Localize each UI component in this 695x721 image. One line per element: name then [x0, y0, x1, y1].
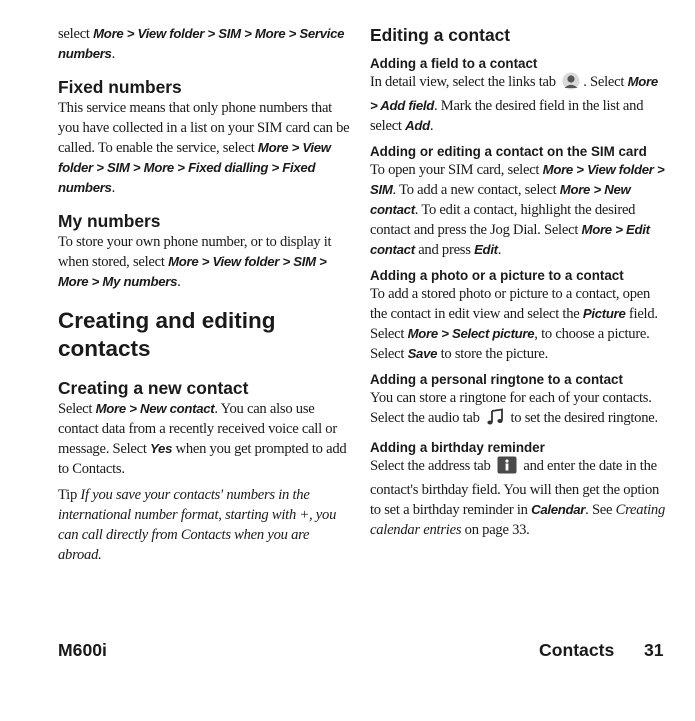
- birthday-text: Select the address tab and enter the date in the contact's birthday field. You will then get the option to set a birthday reminder in Calendar. See Creating calendar entries on page 33.: [370, 458, 666, 538]
- my-numbers-text: To store your own phone number, or to display it when stored, select More > View folder > SIM > More > My numbers.: [58, 234, 332, 290]
- right-column: [370, 24, 666, 540]
- music-note-icon: [486, 408, 504, 432]
- ringtone-text: You can store a ringtone for each of your contacts. Select the audio tab to set the desired ringtone.: [370, 388, 666, 432]
- my-numbers-heading: My numbers: [58, 211, 161, 231]
- editing-contact-heading: Editing a contact: [370, 25, 511, 45]
- section-title: Creating and editing contacts: [58, 308, 276, 361]
- tip-label: Tip: [58, 487, 78, 503]
- birthday-heading: Adding a birthday reminder: [370, 440, 545, 455]
- fixed-numbers-heading: Fixed numbers: [58, 77, 182, 97]
- new-contact-text: Select More > New contact. You can also use contact data from a recently received voice call or message. Select Yes when you get prompted to add to Contacts.: [58, 401, 347, 477]
- sim-contact-heading: Adding or editing a contact on the SIM card: [370, 144, 647, 159]
- footer-section: Contacts: [539, 640, 615, 660]
- info-icon: [497, 456, 517, 480]
- tip-paragraph: Tip If you save your contacts' numbers in the international number format, starting with +, you can call directly from Contacts when you are abroad.: [58, 487, 337, 563]
- photo-contact-heading: Adding a photo or a picture to a contact: [370, 268, 624, 283]
- left-column: [58, 24, 354, 565]
- footer-model: M600i: [58, 640, 107, 660]
- new-contact-heading: Creating a new contact: [58, 378, 249, 398]
- add-field-heading: Adding a field to a contact: [370, 56, 538, 71]
- intro-paragraph: select More > View folder > SIM > More > Service numbers.: [58, 26, 345, 62]
- person-links-icon: [562, 72, 580, 96]
- fixed-numbers-text: This service means that only phone numbers that you have collected in a list on your SIM card can be called. To enable the service, select More > View folder > SIM > More > Fixed dialling > Fixed numbers.: [58, 100, 350, 196]
- add-field-text: In detail view, select the links tab . Select More > Add field. Mark the desired field in the list and select Add.: [370, 74, 658, 134]
- page-number: 31: [644, 640, 664, 660]
- ringtone-heading: Adding a personal ringtone to a contact: [370, 372, 623, 387]
- sim-contact-text: To open your SIM card, select More > View folder > SIM. To add a new contact, select More > New contact. To edit a contact, highlight the desired contact and press the Jog Dial. Select More > Edit contact and press Edit.: [370, 162, 665, 258]
- photo-contact-text: To add a stored photo or picture to a contact, open the contact in edit view and select the Picture field. Select More > Select picture, to choose a picture. Select Save to store the picture.: [370, 286, 658, 362]
